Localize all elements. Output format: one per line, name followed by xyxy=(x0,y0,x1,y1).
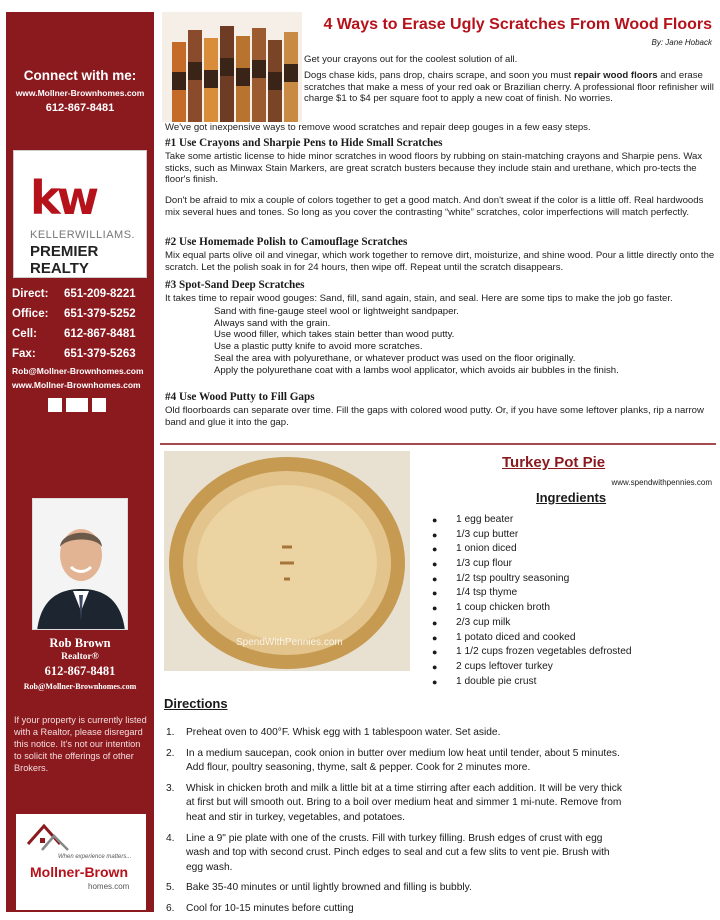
section-heading-3: #3 Spot-Sand Deep Scratches xyxy=(165,279,305,291)
contact-cell xyxy=(12,324,152,344)
agent-portrait-icon xyxy=(33,499,128,630)
house-icon xyxy=(24,818,74,858)
mb-sub: homes.com xyxy=(88,882,130,891)
direction-step: 3. Whisk in chicken broth and milk a little bit at a time stirring after each addition. It will be very thick at first but will smooth out. Bring to a boil over medium heat and simmer 1 mi-nute. Remove from heat and stir in turkey, vegetables, and potatoes. xyxy=(166,782,622,823)
contact-label: Office: xyxy=(12,308,49,320)
direction-step: 2. In a medium saucepan, cook onion in butter over medium low heat until tender, about 5 minutes. Add flour, poultry seasoning, thyme, salt & pepper. Cook for 2 minutes more. xyxy=(166,747,620,774)
section-body-2: Mix equal parts olive oil and vinegar, which work together to remove dirt, moisturize, and shine wood. Pour a little directly onto the scratch. Let the polish soak in for 24 hours, then wipe off. Repeat until the scratch disappears. xyxy=(165,250,715,273)
directions-heading: Directions xyxy=(164,696,228,711)
kw-name: KELLERWILLIAMS. xyxy=(30,229,136,241)
agent-photo xyxy=(32,498,128,630)
agent-phone: 612-867-8481 xyxy=(44,664,116,678)
section-body-4: Old floorboards can separate over time. Fill the gaps with colored wood putty. Or, if you have some leftover planks, rip a narrow band and glue it into the gap. xyxy=(165,405,704,428)
article-intro-3: We've got inexpensive ways to remove wood scratches and repair deep gouges in a few easy steps. xyxy=(165,122,591,133)
ingredient-item: ● 2 cups leftover turkey xyxy=(432,660,553,672)
ingredient-item: ● 1 egg beater xyxy=(432,514,514,525)
contact-fax xyxy=(12,344,152,364)
tip-item: Apply the polyurethane coat with a lambs wool applicator, which avoids air bubbles in the finish. xyxy=(214,364,619,376)
crayons-image xyxy=(162,12,302,122)
contact-label: Direct: xyxy=(12,288,49,300)
realtor-icon xyxy=(48,398,62,412)
connect-phone: 612-867-8481 xyxy=(45,102,115,114)
contact-label: Cell: xyxy=(12,328,37,340)
directions-list xyxy=(166,726,626,920)
contact-email[interactable]: Rob@Mollner-Brownhomes.com xyxy=(12,366,144,376)
article-intro-1: Get your crayons out for the coolest solution of all. xyxy=(304,54,518,65)
ingredient-item: ● 1 potato diced and cooked xyxy=(432,631,576,643)
ingredients-heading: Ingredients xyxy=(536,490,607,505)
tip-item: Use a plastic putty knife to avoid more scratches. xyxy=(214,341,423,353)
section-divider xyxy=(160,443,716,445)
sidebar xyxy=(6,12,154,912)
tip-item: Use wood filler, which takes stain better than wood putty. xyxy=(214,329,455,341)
crayons-icon xyxy=(162,12,302,122)
ingredient-item: ● 1 onion diced xyxy=(432,543,517,555)
pot-pie-image xyxy=(164,451,410,671)
article-intro-2: Dogs chase kids, pans drop, chairs scrape, and soon you must repair wood floors and erase scratches that make a mess of your red oak or Brazilian cherry. A professional floor refinisher will charge $1 to $4 per square foot to apply a new coat of finish. No worries. xyxy=(304,70,714,105)
section-heading-2: #2 Use Homemade Polish to Camouflage Scratches xyxy=(165,236,408,248)
direction-step: 5. Bake 35-40 minutes or until lightly browned and filling is bubbly. xyxy=(166,882,472,894)
contact-block xyxy=(12,284,152,392)
agent-title: Realtor® xyxy=(61,652,99,662)
ingredient-item: ● 1/3 cup butter xyxy=(432,528,519,540)
direction-step: 1. Preheat oven to 400°F. Whisk egg with 1 tablespoon water. Set aside. xyxy=(166,727,501,738)
kw-premier: PREMIER REALTY xyxy=(30,243,99,277)
direction-step: 4. Line a 9" pie plate with one of the crusts. Fill with turkey filling. Brush edges of crust with egg wash and top with second crust. Pinch edges to seal and cut a few slits to vent pie. Brush with egg wash. xyxy=(166,832,610,873)
ingredient-item: ● 1/3 cup flour xyxy=(432,558,513,570)
realtor-mls-eho-icons xyxy=(48,398,108,414)
connect-title: Connect with me: xyxy=(23,68,137,83)
direction-step: 6. Cool for 10-15 minutes before cutting xyxy=(166,902,354,914)
contact-direct xyxy=(12,284,152,304)
ingredient-item: ● 1/4 tsp thyme xyxy=(432,587,518,599)
section-heading-4: #4 Use Wood Putty to Fill Gaps xyxy=(165,391,315,403)
tip-item: Always sand with the grain. xyxy=(214,317,331,329)
contact-value: 612-867-8481 xyxy=(64,328,136,340)
connect-url[interactable]: www.Mollner-Brownhomes.com xyxy=(15,88,145,98)
mls-icon xyxy=(66,398,88,412)
contact-office xyxy=(12,304,152,324)
kw-mark: kw xyxy=(30,171,96,225)
ingredient-item: ● 1 1/2 cups frozen vegetables defrosted xyxy=(432,646,632,658)
section-heading-1: #1 Use Crayons and Sharpie Pens to Hide Small Scratches xyxy=(165,137,443,149)
contact-value: 651-379-5252 xyxy=(64,308,136,320)
ingredient-item: ● 1 double pie crust xyxy=(432,675,537,687)
agent-email[interactable]: Rob@Mollner-Brownhomes.com xyxy=(23,682,137,691)
contact-website[interactable]: www.Mollner-Brownhomes.com xyxy=(12,380,141,390)
svg-text:SpendWithPennies.com: SpendWithPennies.com xyxy=(236,637,343,648)
tip-item: Seal the area with polyurethane, or whatever product was used on the floor originally. xyxy=(214,352,576,364)
section-body-1: Take some artistic license to hide minor scratches in wood floors by rubbing on stain-matching crayons and Sharpie pens. Wax sticks, such as Minwax Stain Markers, are great scratch busters because they include stain and urethane, which pro-tects the floor's finish. xyxy=(165,151,703,186)
mb-tagline: When experience matters... xyxy=(58,854,132,860)
ingredient-item: ● 1 coup chicken broth xyxy=(432,602,551,614)
keller-williams-logo xyxy=(13,150,147,278)
contact-label: Fax: xyxy=(12,348,36,360)
ingredients-list xyxy=(432,513,632,689)
article-title: 4 Ways to Erase Ugly Scratches From Wood Floors xyxy=(323,16,712,33)
pie-icon xyxy=(164,451,410,671)
mollner-brown-logo xyxy=(16,814,146,910)
mb-name: Mollner-Brown xyxy=(30,864,128,880)
tips-list xyxy=(214,306,619,376)
disclaimer: If your property is currently listed with a Realtor, please disregard this notice. It's not our intention to solicit the offerings of other Brokers. xyxy=(14,715,147,773)
agent-name: Rob Brown xyxy=(49,636,111,650)
section-body-1b: Don't be afraid to mix a couple of colors together to get a good match. And don't sweat if the color is a little off. Real hardwoods mix several hues and tones. So long as you cover the contrasting “white” scratches, color imperfections will match perfectly. xyxy=(165,195,704,218)
section-body-3: It takes time to repair wood gouges: Sand, fill, sand again, stain, and seal. Here are some tips to make the job go faster. xyxy=(165,293,673,304)
recipe-source[interactable]: www.spendwithpennies.com xyxy=(611,478,712,487)
recipe-title: Turkey Pot Pie xyxy=(502,454,606,471)
ingredient-item: ● 2/3 cup milk xyxy=(432,616,511,628)
contact-value: 651-209-8221 xyxy=(64,288,136,300)
equal-housing-icon xyxy=(92,398,106,412)
tip-item: Sand with fine-gauge steel wool or lightweight sandpaper. xyxy=(214,306,459,317)
repair-wood-floors-link[interactable]: repair wood floors xyxy=(573,70,658,81)
contact-value: 651-379-5263 xyxy=(64,348,136,360)
article-byline: By: Jane Hoback xyxy=(651,38,712,47)
ingredient-item: ● 1/2 tsp poultry seasoning xyxy=(432,572,570,584)
